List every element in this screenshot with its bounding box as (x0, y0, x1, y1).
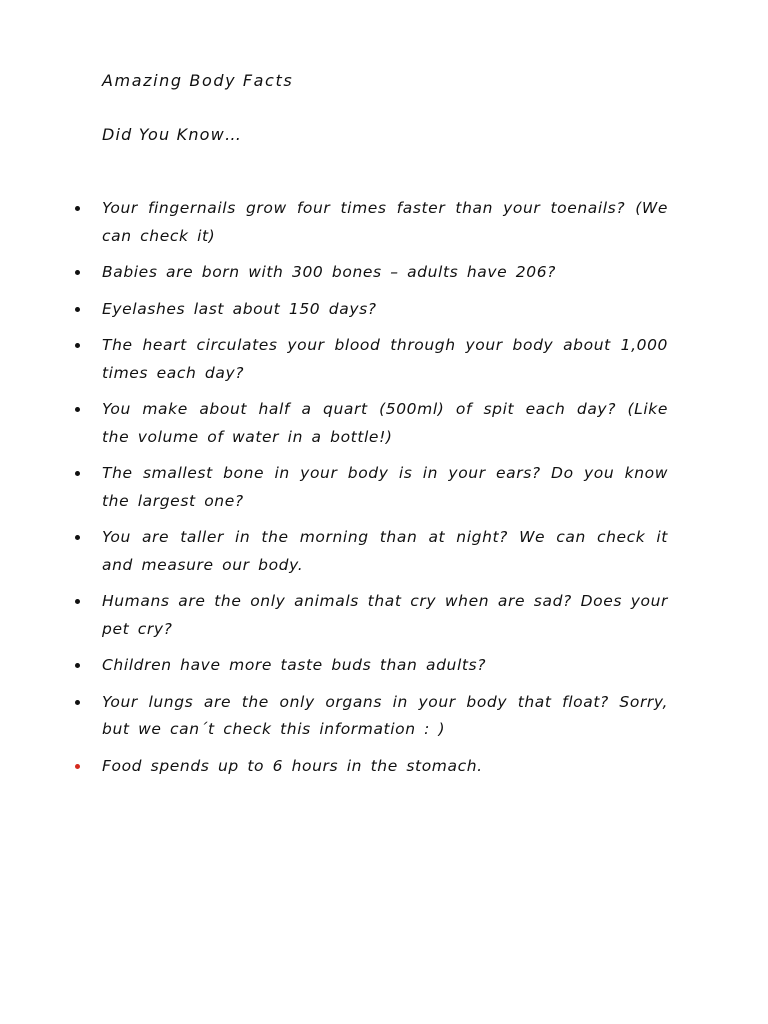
bullet-icon (75, 270, 80, 275)
document-title: Amazing Body Facts (102, 71, 294, 90)
bullet-icon (75, 407, 80, 412)
fact-text: Eyelashes last about 150 days? (102, 299, 377, 318)
list-item (102, 588, 668, 643)
bullet-icon (75, 343, 80, 348)
fact-text: Your lungs are the only organs in your body that float? Sorry, but we can´t check this information : ) (102, 692, 668, 738)
list-item (102, 524, 668, 579)
list-item (102, 652, 668, 680)
list-item (102, 296, 668, 324)
fact-text: Your fingernails grow four times faster than your toenails? (We can check it) (102, 199, 668, 245)
list-item (102, 396, 668, 451)
facts-list (0, 195, 768, 789)
document-subtitle: Did You Know… (102, 125, 243, 144)
bullet-icon (75, 535, 80, 540)
fact-text: Humans are the only animals that cry when are sad? Does your pet cry? (102, 592, 668, 638)
fact-text: The heart circulates your blood through your body about 1,000 times each day? (102, 336, 668, 382)
list-item (102, 689, 668, 744)
fact-text: You make about half a quart (500ml) of spit each day? (Like the volume of water in a bottle!) (102, 400, 668, 446)
list-item (102, 332, 668, 387)
fact-text: The smallest bone in your body is in your ears? Do you know the largest one? (102, 464, 668, 510)
fact-text: Food spends up to 6 hours in the stomach. (102, 756, 483, 775)
bullet-icon (75, 206, 80, 211)
bullet-icon (75, 471, 80, 476)
list-item (102, 195, 668, 250)
bullet-icon (75, 307, 80, 312)
list-item (102, 460, 668, 515)
fact-text: Babies are born with 300 bones – adults have 206? (102, 263, 556, 281)
fact-text: Children have more taste buds than adults? (102, 656, 487, 674)
bullet-icon (75, 663, 80, 668)
list-item (102, 259, 668, 287)
list-item (102, 753, 668, 781)
bullet-icon (75, 599, 80, 604)
bullet-icon (75, 700, 80, 705)
fact-text: You are taller in the morning than at night? We can check it and measure our body. (102, 528, 668, 574)
bullet-icon (75, 764, 80, 769)
